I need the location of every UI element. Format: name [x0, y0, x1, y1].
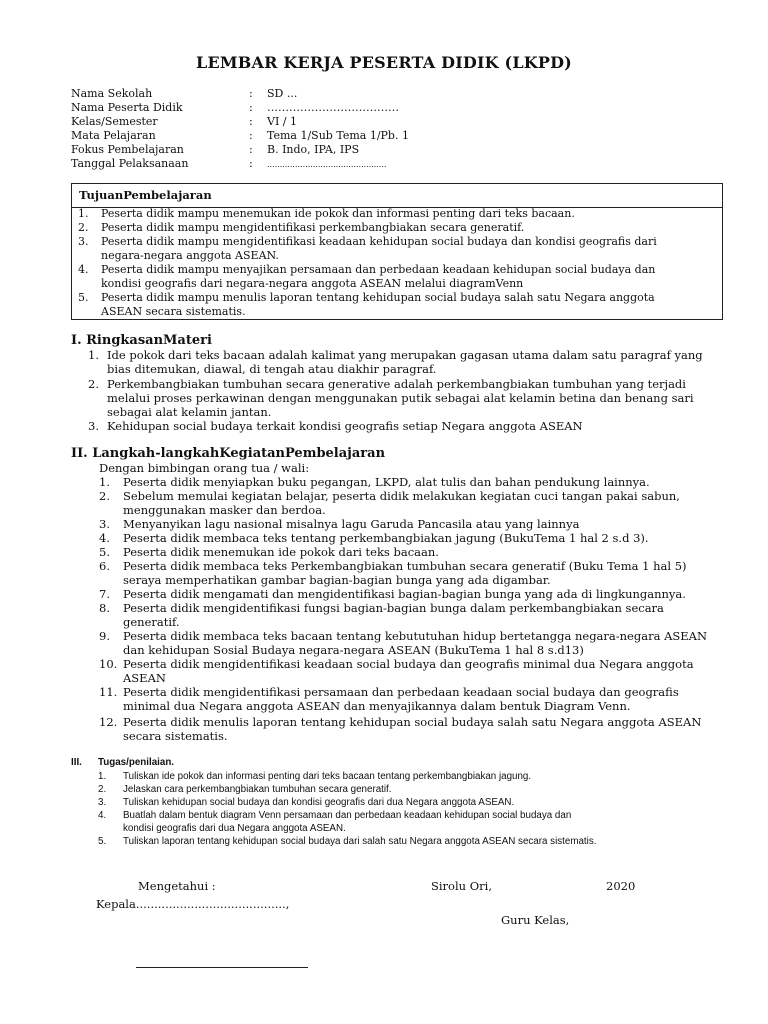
summary-text: bias ditemukan, diawal, di tengah atau diakhir paragraf.: [107, 362, 437, 376]
objective-text: ASEAN secara sistematis.: [101, 305, 246, 318]
step-text: secara sistematis.: [123, 729, 228, 743]
summary-number: 2.: [88, 377, 99, 391]
step-text: Peserta didik mengidentifikasi persamaan dan perbedaan keadaan social budaya dan geografis: [123, 685, 679, 699]
objective-text: negara-negara anggota ASEAN.: [101, 249, 279, 262]
identity-value-subject: Tema 1/Sub Tema 1/Pb. 1: [267, 129, 409, 142]
step-text: Peserta didik mengidentifikasi fungsi bagian-bagian bunga dalam perkembangbiakan secara: [123, 601, 664, 615]
task-number: 2.: [98, 784, 107, 795]
summary-text: Perkembangbiakan tumbuhan secara generative adalah perkembangbiakan tumbuhan yang terjadi: [107, 377, 686, 391]
step-number: 9.: [99, 629, 110, 643]
tasks-numeral: III.: [71, 757, 82, 768]
task-number: 1.: [98, 771, 107, 782]
known-label: Mengetahui :: [138, 879, 216, 893]
task-number: 4.: [98, 810, 107, 821]
step-text: Peserta didik membaca teks Perkembangbiakan tumbuhan secara generatif (Buku Tema 1 hal 5): [123, 559, 687, 573]
objective-number: 4.: [78, 263, 89, 276]
step-number: 10.: [99, 657, 118, 671]
step-number: 12.: [99, 715, 118, 729]
task-text: Jelaskan cara perkembangbiakan tumbuhan secara generatif.: [123, 784, 392, 795]
objective-text: kondisi geografis dari negara-negara anggota ASEAN melalui diagramVenn: [101, 277, 524, 290]
step-number: 8.: [99, 601, 110, 615]
objective-text: Peserta didik mampu mengidentifikasi perkembangbiakan secara generatif.: [101, 221, 525, 234]
task-text: Tuliskan laporan tentang kehidupan social budaya dari salah satu Negara anggota ASEAN secara sistematis.: [123, 836, 597, 847]
task-text: Tuliskan kehidupan social budaya dan kondisi geografis dari dua Negara anggota ASEAN.: [123, 797, 515, 808]
step-text: ASEAN: [123, 671, 166, 685]
step-number: 11.: [99, 685, 118, 699]
objective-text: Peserta didik mampu menemukan ide pokok dan informasi penting dari teks bacaan.: [101, 207, 575, 220]
identity-label-subject: Mata Pelajaran: [71, 129, 156, 142]
step-text: dan kehidupan Sosial Budaya negara-negara ASEAN (BukuTema 1 hal 8 s.d13): [123, 643, 584, 657]
summary-text: melalui proses perkawinan dengan menggunakan putik sebagai alat kelamin betina dan benang sari: [107, 391, 694, 405]
summary-text: Ide pokok dari teks bacaan adalah kalimat yang merupakan gagasan utama dalam satu paragraf yang: [107, 348, 703, 362]
step-text: Peserta didik menemukan ide pokok dari teks bacaan.: [123, 545, 439, 559]
identity-value-class: VI / 1: [267, 115, 297, 128]
identity-colon: :: [249, 101, 253, 114]
task-number: 5.: [98, 836, 107, 847]
place-label: Sirolu Ori,: [431, 879, 492, 893]
step-number: 5.: [99, 545, 110, 559]
tasks-heading: Tugas/penilaian.: [98, 757, 175, 768]
principal-label: Kepala.........................................,: [96, 897, 290, 911]
step-number: 4.: [99, 531, 110, 545]
task-text: kondisi geografis dari dua Negara anggota ASEAN.: [123, 823, 346, 834]
objective-text: Peserta didik mampu mengidentifikasi keadaan kehidupan social budaya dan kondisi geografis dari: [101, 235, 657, 248]
summary-number: 3.: [88, 419, 99, 433]
identity-value-focus: B. Indo, IPA, IPS: [267, 143, 360, 156]
step-text: Peserta didik menulis laporan tentang kehidupan social budaya salah satu Negara anggota ASEAN: [123, 715, 702, 729]
step-number: 6.: [99, 559, 110, 573]
objectives-heading: TujuanPembelajaran: [79, 188, 212, 202]
step-text: Sebelum memulai kegiatan belajar, peserta didik melakukan kegiatan cuci tangan pakai sabun,: [123, 489, 680, 503]
task-text: Buatlah dalam bentuk diagram Venn persamaan dan perbedaan keadaan kehidupan social budaya dan: [123, 810, 572, 821]
identity-label-class: Kelas/Semester: [71, 115, 158, 128]
identity-colon: :: [249, 143, 253, 156]
objective-number: 2.: [78, 221, 89, 234]
task-text: Tuliskan ide pokok dan informasi penting dari teks bacaan tentang perkembangbiakan jagung.: [123, 771, 532, 782]
signature-line: [136, 967, 308, 968]
identity-colon: :: [249, 115, 253, 128]
task-number: 3.: [98, 797, 107, 808]
steps-intro: Dengan bimbingan orang tua / wali:: [99, 461, 310, 475]
step-text: seraya memperhatikan gambar bagian-bagian bunga yang ada digambar.: [123, 573, 551, 587]
steps-heading: II. Langkah-langkahKegiatanPembelajaran: [71, 446, 386, 461]
step-number: 3.: [99, 517, 110, 531]
step-text: menggunakan masker dan berdoa.: [123, 503, 326, 517]
identity-colon: :: [249, 87, 253, 100]
identity-label-student: Nama Peserta Didik: [71, 101, 183, 114]
identity-label-date: Tanggal Pelaksanaan: [71, 157, 189, 170]
objective-text: Peserta didik mampu menyajikan persamaan dan perbedaan keadaan kehidupan social budaya dan: [101, 263, 656, 276]
step-text: generatif.: [123, 615, 180, 629]
step-number: 7.: [99, 587, 110, 601]
objective-number: 5.: [78, 291, 89, 304]
identity-colon: :: [249, 157, 253, 170]
summary-heading: I. RingkasanMateri: [71, 333, 212, 348]
step-text: Peserta didik membaca teks bacaan tentang kebututuhan hidup bertetangga negara-negara ASEAN: [123, 629, 708, 643]
step-text: Menyanyikan lagu nasional misalnya lagu Garuda Pancasila atau yang lainnya: [123, 517, 580, 531]
summary-text: sebagai alat kelamin jantan.: [107, 405, 272, 419]
objective-number: 1.: [78, 207, 89, 220]
identity-label-school: Nama Sekolah: [71, 87, 153, 100]
objectives-header: [72, 184, 722, 208]
step-number: 1.: [99, 475, 110, 489]
step-text: minimal dua Negara anggota ASEAN dan menyajikannya dalam bentuk Diagram Venn.: [123, 699, 631, 713]
step-text: Peserta didik menyiapkan buku pegangan, LKPD, alat tulis dan bahan pendukung lainnya.: [123, 475, 650, 489]
year-label: 2020: [606, 879, 636, 893]
summary-text: Kehidupan social budaya terkait kondisi geografis setiap Negara anggota ASEAN: [107, 419, 583, 433]
page-title: LEMBAR KERJA PESERTA DIDIK (LKPD): [196, 53, 572, 72]
step-text: Peserta didik mengamati dan mengidentifikasi bagian-bagian bunga yang ada di lingkungannya.: [123, 587, 686, 601]
teacher-label: Guru Kelas,: [501, 913, 570, 927]
objective-text: Peserta didik mampu menulis laporan tentang kehidupan social budaya salah satu Negara anggota: [101, 291, 655, 304]
step-number: 2.: [99, 489, 110, 503]
step-text: Peserta didik mengidentifikasi keadaan social budaya dan geografis minimal dua Negara anggota: [123, 657, 694, 671]
identity-label-focus: Fokus Pembelajaran: [71, 143, 184, 156]
identity-colon: :: [249, 129, 253, 142]
identity-value-date: ...............................................: [267, 160, 387, 169]
summary-number: 1.: [88, 348, 99, 362]
step-text: Peserta didik membaca teks tentang perkembangbiakan jagung (BukuTema 1 hal 2 s.d 3).: [123, 531, 649, 545]
objective-number: 3.: [78, 235, 89, 248]
identity-value-school: SD ...: [267, 87, 298, 100]
identity-value-student: ………………………………: [267, 101, 399, 114]
